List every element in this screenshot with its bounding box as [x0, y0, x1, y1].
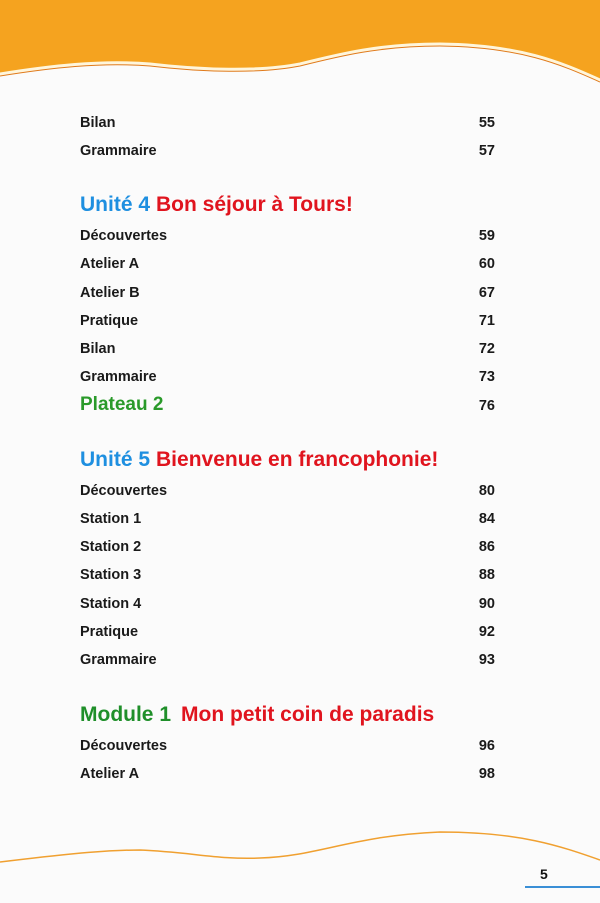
toc-entry[interactable] [80, 539, 495, 555]
toc-entry[interactable] [80, 341, 495, 357]
entry-label: Atelier A [80, 256, 140, 272]
entry-label: Atelier A [80, 766, 140, 782]
entry-label: Pratique [80, 624, 139, 640]
toc-entry[interactable] [80, 652, 495, 668]
footer-wave-line [0, 820, 600, 880]
entry-page: 84 [478, 511, 495, 527]
entry-label: Station 1 [80, 511, 142, 527]
entry-label: Grammaire [80, 143, 157, 159]
toc-entry[interactable] [80, 567, 495, 583]
entry-page: 86 [478, 539, 495, 555]
toc-entry[interactable] [80, 369, 495, 385]
unit-title: Bienvenue en francophonie! [156, 448, 439, 471]
entry-page: 76 [478, 398, 495, 414]
unit-label: Unité 4 [80, 193, 151, 216]
entry-page: 90 [478, 596, 495, 612]
entry-page: 55 [478, 115, 495, 131]
toc-entry[interactable] [80, 228, 495, 244]
entry-label: Grammaire [80, 369, 157, 385]
entry-page: 60 [478, 256, 495, 272]
unit-heading [80, 448, 438, 472]
entry-label: Découvertes [80, 738, 168, 754]
toc-entry[interactable] [80, 511, 495, 527]
entry-page: 88 [478, 567, 495, 583]
toc-entry[interactable] [80, 143, 495, 159]
toc-entry[interactable] [80, 313, 495, 329]
entry-label: Station 4 [80, 596, 142, 612]
header-wave-band [0, 0, 600, 90]
toc-entry[interactable] [80, 483, 495, 499]
entry-page: 96 [478, 738, 495, 754]
entry-label: Découvertes [80, 228, 168, 244]
module-title: Mon petit coin de paradis [181, 703, 435, 726]
entry-page: 92 [478, 624, 495, 640]
entry-page: 98 [478, 766, 495, 782]
unit-title: Bon séjour à Tours! [156, 193, 353, 216]
toc-entry[interactable] [80, 285, 495, 301]
entry-label: Découvertes [80, 483, 168, 499]
toc-entry[interactable] [80, 624, 495, 640]
entry-page: 72 [478, 341, 495, 357]
toc-entry[interactable] [80, 766, 495, 782]
unit-label: Unité 5 [80, 448, 151, 471]
entry-label: Atelier B [80, 285, 140, 301]
plateau-label: Plateau 2 [80, 394, 164, 415]
entry-page: 71 [478, 313, 495, 329]
toc-entry[interactable] [80, 256, 495, 272]
plateau-entry[interactable] [80, 394, 495, 416]
entry-page: 57 [478, 143, 495, 159]
entry-page: 67 [478, 285, 495, 301]
entry-page: 73 [478, 369, 495, 385]
entry-page: 93 [478, 652, 495, 668]
entry-label: Bilan [80, 115, 116, 131]
page-number: 5 [540, 866, 548, 882]
module-heading [80, 703, 434, 727]
entry-page: 59 [478, 228, 495, 244]
entry-label: Station 3 [80, 567, 142, 583]
toc-entry[interactable] [80, 738, 495, 754]
unit-heading [80, 193, 353, 217]
entry-label: Grammaire [80, 652, 157, 668]
entry-label: Station 2 [80, 539, 142, 555]
entry-page: 80 [478, 483, 495, 499]
page-number-underline [525, 886, 600, 888]
entry-label: Bilan [80, 341, 116, 357]
entry-label: Pratique [80, 313, 139, 329]
toc-entry[interactable] [80, 596, 495, 612]
toc-entry[interactable] [80, 115, 495, 131]
module-label: Module 1 [80, 703, 172, 726]
